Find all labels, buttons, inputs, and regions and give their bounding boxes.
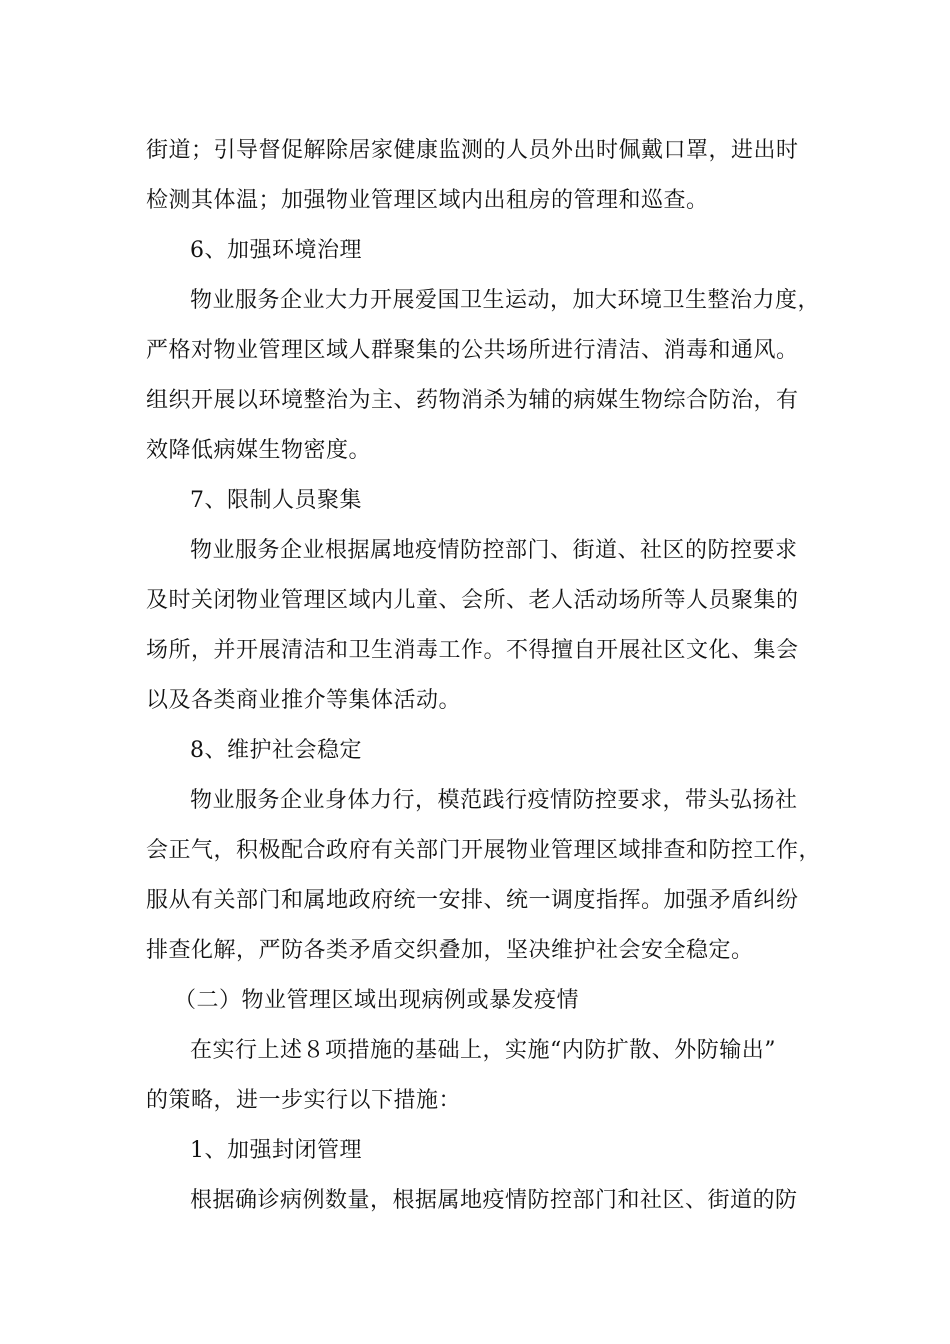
paragraph-line: 会正气，积极配合政府有关部门开展物业管理区域排查和防控工作， — [146, 838, 822, 863]
paragraph-line: 效降低病媒生物密度。 — [146, 438, 372, 463]
paragraph-line: 排查化解，严防各类矛盾交织叠加，坚决维护社会安全稳定。 — [146, 938, 754, 963]
section-heading: 8、维护社会稳定 — [190, 738, 362, 763]
paragraph-line: 在实行上述８项措施的基础上，实施“内防扩散、外防输出” — [190, 1038, 776, 1063]
paragraph-line: 的策略，进一步实行以下措施： — [146, 1088, 462, 1113]
section-heading: 6、加强环境治理 — [190, 238, 362, 263]
paragraph-line: 以及各类商业推介等集体活动。 — [146, 688, 462, 713]
section-heading: （二）物业管理区域出现病例或暴发疫情 — [174, 988, 580, 1013]
paragraph-line: 根据确诊病例数量，根据属地疫情防控部门和社区、街道的防 — [190, 1188, 798, 1213]
paragraph-line: 物业服务企业大力开展爱国卫生运动，加大环境卫生整治力度， — [190, 288, 821, 313]
section-heading: 7、限制人员聚集 — [190, 488, 362, 513]
paragraph-line: 街道；引导督促解除居家健康监测的人员外出时佩戴口罩，进出时 — [146, 138, 799, 163]
paragraph-line: 物业服务企业根据属地疫情防控部门、街道、社区的防控要求 — [190, 538, 798, 563]
paragraph-line: 服从有关部门和属地政府统一安排、统一调度指挥。加强矛盾纠纷 — [146, 888, 799, 913]
paragraph-line: 物业服务企业身体力行，模范践行疫情防控要求，带头弘扬社 — [190, 788, 798, 813]
paragraph-line: 及时关闭物业管理区域内儿童、会所、老人活动场所等人员聚集的 — [146, 588, 799, 613]
paragraph-line: 场所，并开展清洁和卫生消毒工作。不得擅自开展社区文化、集会 — [146, 638, 799, 663]
paragraph-line: 检测其体温；加强物业管理区域内出租房的管理和巡查。 — [146, 188, 709, 213]
paragraph-line: 组织开展以环境整治为主、药物消杀为辅的病媒生物综合防治，有 — [146, 388, 799, 413]
paragraph-line: 严格对物业管理区域人群聚集的公共场所进行清洁、消毒和通风。 — [146, 338, 799, 363]
section-heading: 1、加强封闭管理 — [190, 1138, 362, 1163]
